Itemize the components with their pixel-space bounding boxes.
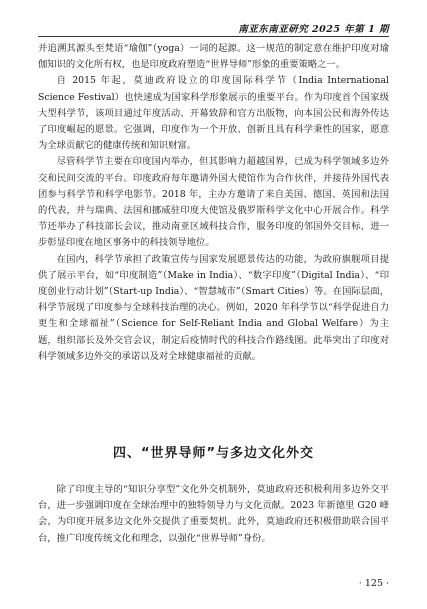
paragraph: 尽管科学节主要在印度国内举办，但其影响力超越国界，已成为科学领域多边外交和民间交流的平台。印度政府每年邀请外国大使馆作为合作伙伴，并接待外国代表团参与科学节和科学电影节。2018 年，主办方邀请了来自美国、德国、英国和法国的代表，并与瑞典、法国和挪威驻印度大使馆及俄罗斯科学文化中心开展合作。科学节还举办了科技部长会议，推动南亚区域科技合作，服务印度的邻国外交目标，进一步彰显印度在地区事务中的科技领导地位。 bbox=[38, 156, 389, 249]
paragraph: 除了印度主导的“知识分享型”文化外交机制外，莫迪政府还积极利用多边外交平台，进一步强调印度在全球治理中的独特领导力与文化贡献。2023 年新德里 G20 峰会，为印度开展多边文化外交提供了重要契机。此外，莫迪政府还积极借助联合国平台，推广印度传统文化和理念，以强化“世界导师”身份。 bbox=[38, 484, 389, 544]
section-heading: 四、“世界导师”与多边文化外交 bbox=[112, 446, 315, 461]
header-rule bbox=[38, 36, 389, 37]
page-number: · 125 · bbox=[358, 578, 389, 589]
paragraph: 在国内，科学节承担了政策宣传与国家发展愿景传达的功能，为政府旗舰项目提供了展示平台，如“印度制造”（Make in India）、“数字印度”（Digital India）、“印度创业行动计划”（Start-up India）、“智慧城市”（Smart Cities）等。在国际层面，科学节展现了印度参与全球科技治理的决心。例如，2020 年科学节以“科学促进自力更生和全球福祉”（Science for Self-Reliant India and Global Welfare）为主题，组织部长及外交官会议，制定后疫情时代的科技合作路线图。此举突出了印度对科学领域多边外交的承诺以及对全球健康福祉的贡献。 bbox=[38, 253, 389, 362]
body-text-bottom bbox=[38, 482, 389, 547]
running-header: 南亚东南亚研究 2025 年第 1 期 bbox=[238, 24, 389, 35]
paragraph: 自 2015 年起，莫迪政府设立的印度国际科学节（India International Science Festival）也快速成为国家科学形象展示的重要平台。作为印度首个国家级大型科学节，该项目通过年度活动、开幕致辞和官方出版物，向本国公民和海外传达了印度崛起的愿景。它强调，印度作为一个开放、创新且具有科学秉性的国家，愿意为全球贡献它的健康传统和知识财富。 bbox=[38, 75, 389, 152]
body-text-top bbox=[38, 41, 389, 365]
paragraph: 并追溯其源头至梵语“瑜伽”（yoga）一词的起源。这一规范的制定意在维护印度对瑜伽知识的文化所有权，也是印度政府塑造“世界导师”形象的重要策略之一。 bbox=[38, 43, 389, 71]
